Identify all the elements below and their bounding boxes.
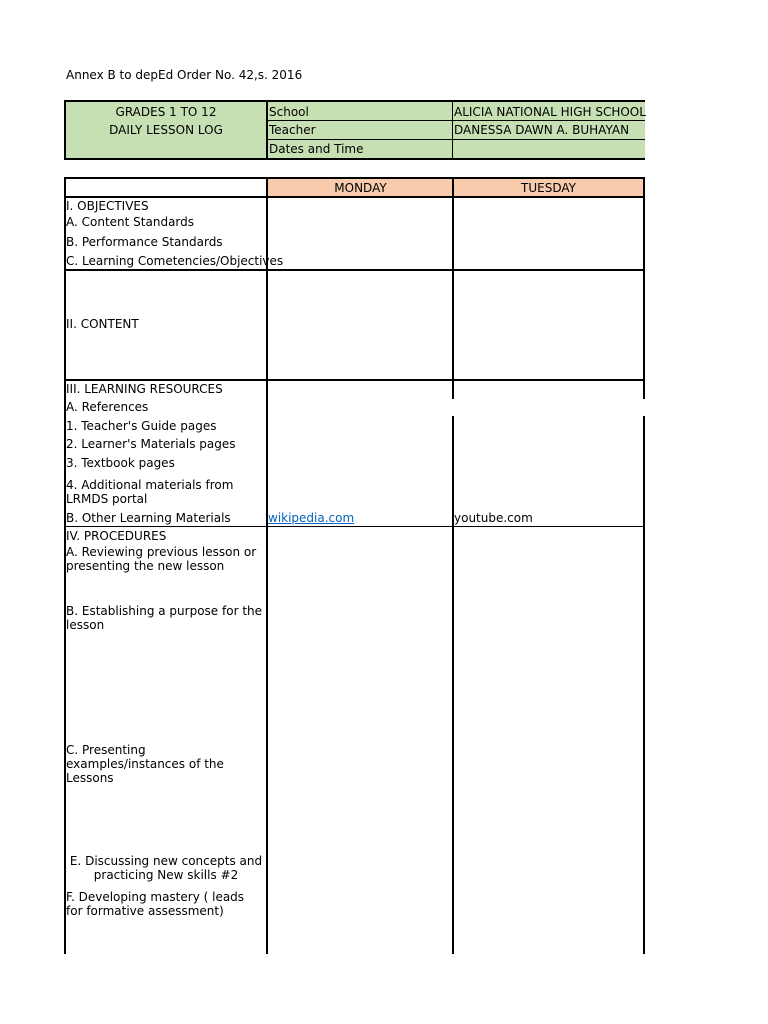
header-row-line-1 <box>268 120 645 121</box>
header-border-bottom <box>64 158 645 160</box>
header-border-mid <box>266 100 268 160</box>
header-border-mid2 <box>452 100 453 160</box>
tuesday-material: youtube.com <box>454 511 533 525</box>
day-tuesday: TUESDAY <box>521 181 576 195</box>
column-border-2a <box>452 177 454 399</box>
annex-title: Annex B to depEd Order No. 42,s. 2016 <box>66 68 303 82</box>
procedure-item: E. Discussing new concepts and practicing New skills #2 <box>69 854 263 882</box>
objectives-item: A. Content Standards <box>66 215 195 229</box>
objectives-item: B. Performance Standards <box>66 235 223 249</box>
content-bottom <box>64 379 645 381</box>
teacher-label: Teacher <box>269 123 316 137</box>
objectives-item: C. Learning Cometencies/Objectives <box>66 254 284 268</box>
grades-label: GRADES 1 TO 12 <box>115 105 217 119</box>
day-header-bottom <box>64 196 645 198</box>
section-content-title: II. CONTENT <box>66 317 139 331</box>
procedure-item: A. Reviewing previous lesson or presenting the new lesson <box>66 545 257 573</box>
resources-item: 3. Textbook pages <box>66 456 175 470</box>
header-border-top <box>64 100 645 102</box>
table-border-top <box>64 177 645 179</box>
column-border-1 <box>266 177 268 954</box>
resources-item: 2. Learner's Materials pages <box>66 437 236 451</box>
resources-bottom <box>64 526 645 527</box>
section-resources-title: III. LEARNING RESOURCES <box>66 382 223 396</box>
procedure-item: C. Presenting examples/instances of the Lessons <box>66 743 224 785</box>
column-border-2b <box>452 416 454 954</box>
wikipedia-link[interactable]: wikipedia.com <box>268 511 355 525</box>
school-value: ALICIA NATIONAL HIGH SCHOOL <box>454 105 646 119</box>
section-procedures-title: IV. PROCEDURES <box>66 529 167 543</box>
day-monday: MONDAY <box>334 181 387 195</box>
header-border-left <box>64 100 66 160</box>
table-border-right-a <box>643 177 645 399</box>
teacher-value: DANESSA DAWN A. BUHAYAN <box>454 123 630 137</box>
school-label: School <box>269 105 309 119</box>
header-row-line-2 <box>268 139 645 140</box>
resources-item: 4. Additional materials from LRMDS portal <box>66 478 234 506</box>
section-objectives-title: I. OBJECTIVES <box>66 199 149 213</box>
dates-time-label: Dates and Time <box>269 142 364 156</box>
table-border-right-b <box>643 416 645 954</box>
daily-lesson-log-title: DAILY LESSON LOG <box>109 123 223 137</box>
other-learning-materials-label: B. Other Learning Materials <box>66 511 231 525</box>
objectives-bottom <box>64 269 645 271</box>
resources-item: A. References <box>66 400 149 414</box>
procedure-item: F. Developing mastery ( leads for formative assessment) <box>66 890 245 918</box>
resources-item: 1. Teacher's Guide pages <box>66 419 217 433</box>
procedure-item: B. Establishing a purpose for the lesson <box>66 604 263 632</box>
